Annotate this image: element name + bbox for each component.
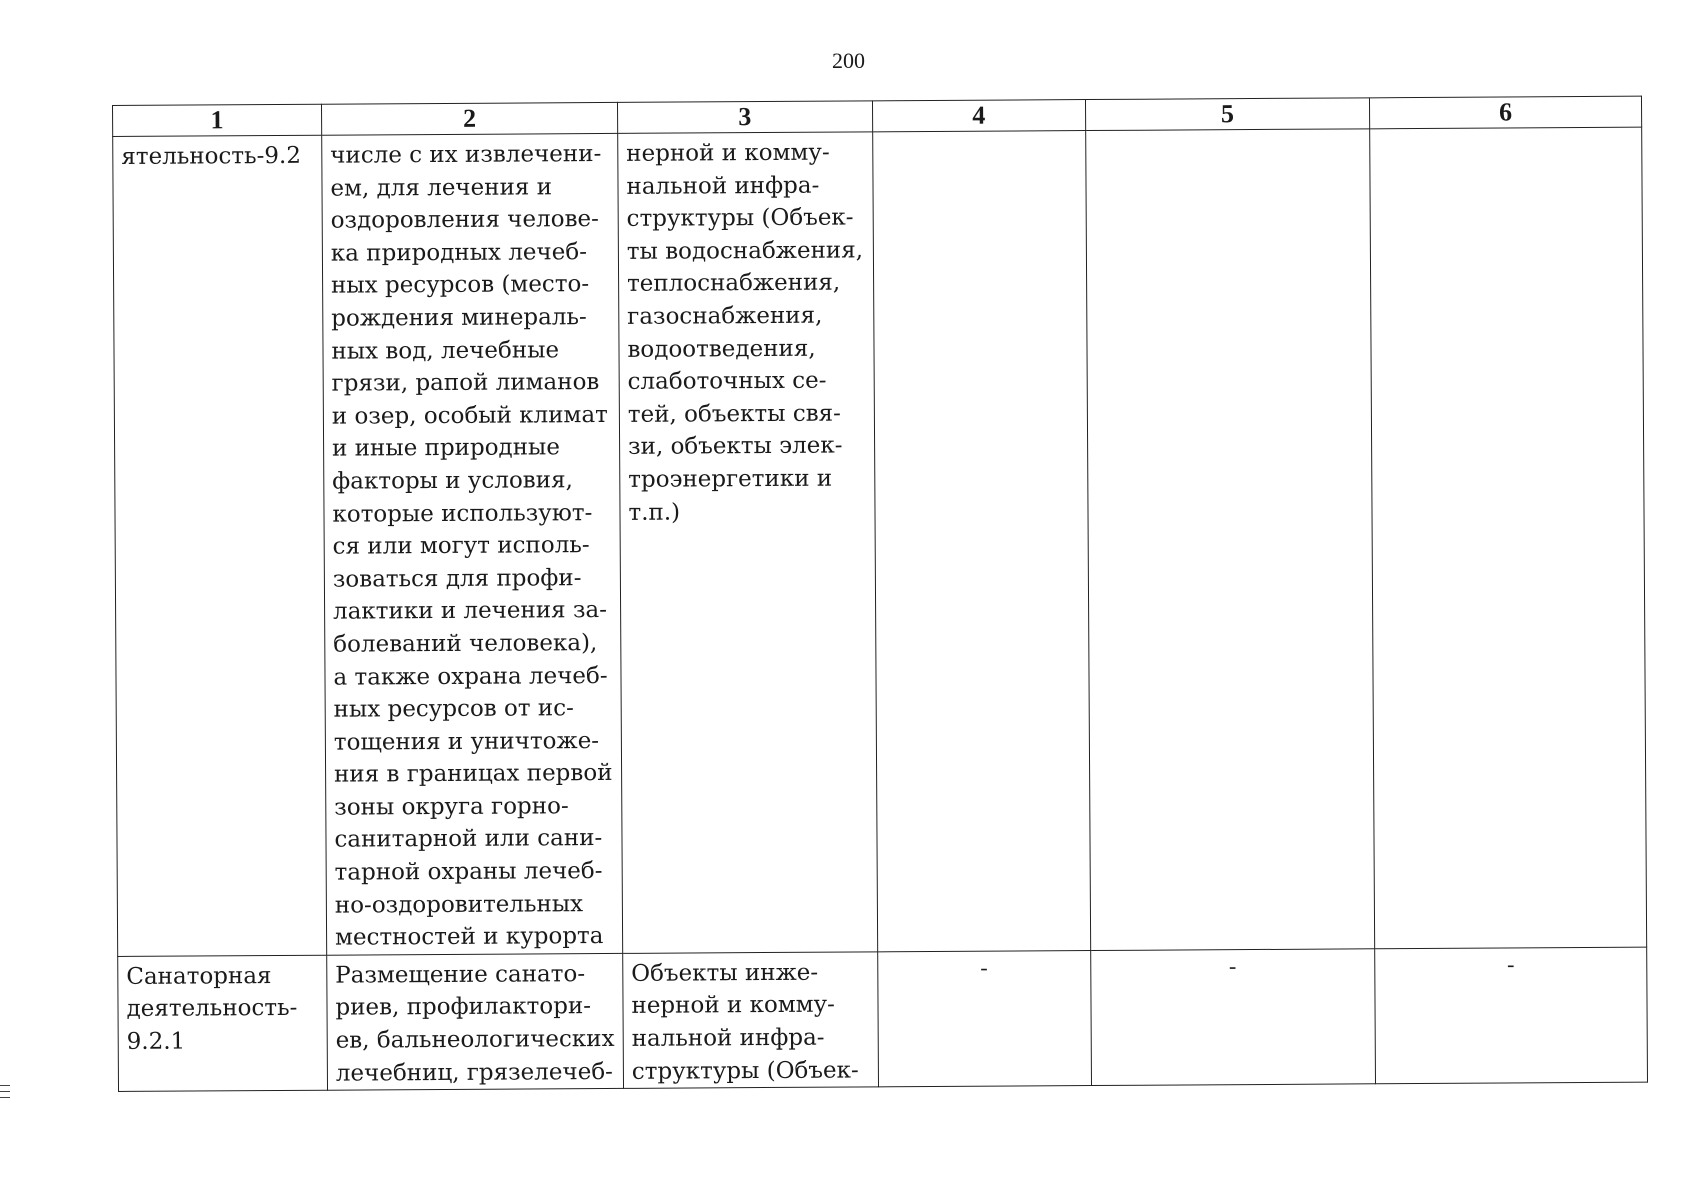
cell-text-line: теплоснабжения, — [626, 269, 841, 298]
cell-text-line: санитарной или сани- — [334, 825, 603, 854]
column-header: 5 — [1085, 98, 1369, 131]
table-row — [113, 127, 1647, 956]
cell-text-line: лактики и лечения за- — [332, 597, 608, 625]
cell-text-line: структуры (Объек- — [631, 1057, 859, 1085]
column-header: 4 — [872, 100, 1085, 132]
permitted-objects-cell — [618, 132, 878, 953]
table-cell-col5: - — [1091, 949, 1376, 1086]
cell-text-line: ных ресурсов от ис- — [333, 695, 574, 723]
cell-text-line: ев, бальнеологических — [335, 1025, 615, 1054]
page-number: 200 — [832, 48, 865, 73]
cell-text-line: нерной и комму- — [631, 992, 835, 1020]
land-use-table — [112, 96, 1648, 1093]
cell-text-line: местностей и курорта — [334, 923, 604, 951]
margin-mark — [0, 1091, 10, 1092]
table-cell-col6 — [1370, 127, 1647, 948]
cell-text-line: водоотведения, — [627, 335, 816, 363]
cell-text-line: тощения и уничтоже- — [333, 727, 600, 756]
cell-text-line: лечебниц, грязелечеб- — [335, 1058, 613, 1087]
table-cell-col4: - — [877, 950, 1091, 1087]
cell-text-line: ем, для лечения и — [330, 173, 553, 202]
use-type-description-cell — [322, 133, 623, 955]
table-cell-col4 — [872, 131, 1090, 952]
cell-text-line: болеваний человека), — [333, 629, 598, 658]
margin-mark — [0, 1097, 10, 1098]
cell-text-line: Размещение санато- — [335, 960, 586, 989]
table-cell-col5 — [1086, 129, 1375, 951]
cell-text-line: ятельность-9.2 — [121, 142, 302, 170]
cell-text-line: рождения минераль- — [331, 304, 587, 332]
cell-text-line: нерной и комму- — [626, 139, 830, 167]
cell-text-line: Санаторная — [126, 962, 272, 990]
cell-text-line: нальной инфра- — [631, 1024, 825, 1052]
margin-mark — [0, 1085, 10, 1086]
column-header: 6 — [1369, 96, 1641, 129]
cell-text-line: ты водоснабжения, — [626, 237, 864, 265]
cell-text-line: т.п.) — [628, 499, 681, 526]
cell-text-line: зоны округа горно- — [334, 793, 569, 821]
column-header: 3 — [617, 101, 872, 134]
column-header: 1 — [113, 104, 322, 136]
cell-text-line: тей, объекты свя- — [627, 400, 841, 428]
use-type-name-cell — [118, 955, 328, 1092]
cell-text-line: нальной инфра- — [626, 172, 820, 200]
table-row — [118, 947, 1648, 1092]
cell-text-line: а также охрана лечеб- — [333, 662, 608, 691]
cell-text-line: и озер, особый климат — [331, 401, 608, 430]
table-cell-col6: - — [1375, 947, 1648, 1084]
use-type-name-cell — [113, 135, 327, 956]
cell-text-line: газоснабжения, — [627, 302, 823, 330]
cell-text-line: слаботочных се- — [627, 367, 827, 396]
cell-text-line: ния в границах первой — [333, 760, 613, 788]
cell-text-line: и иные природные — [331, 434, 561, 463]
cell-text-line: числе с их извлечени- — [330, 141, 602, 169]
cell-text-line: зоваться для профи- — [332, 564, 582, 593]
cell-text-line: грязи, рапой лиманов — [331, 369, 600, 397]
cell-text-line: зи, объекты элек- — [627, 432, 843, 461]
cell-text-line: риев, профилактори- — [335, 993, 592, 1022]
cell-text-line: троэнергетики и — [628, 465, 833, 493]
cell-text-line: но-оздоровительных — [334, 890, 584, 919]
permitted-objects-cell — [623, 952, 878, 1089]
use-type-description-cell — [327, 953, 624, 1090]
cell-text-line: факторы и условия, — [332, 467, 573, 495]
cell-text-line: деятельность- — [126, 995, 298, 1023]
cell-text-line: Объекты инже- — [631, 959, 819, 987]
cell-text-line: 9.2.1 — [126, 1028, 186, 1055]
cell-text-line: структуры (Объек- — [626, 204, 854, 233]
cell-text-line: тарной охраны лечеб- — [334, 858, 603, 886]
cell-text-line: ся или могут исполь- — [332, 532, 590, 560]
cell-text-line: оздоровления челове- — [330, 206, 599, 234]
cell-text-line: ных ресурсов (место- — [330, 271, 590, 300]
column-header: 2 — [321, 102, 617, 135]
cell-text-line: ка природных лечеб- — [330, 238, 588, 267]
cell-text-line: ных вод, лечебные — [331, 336, 560, 365]
cell-text-line: которые используют- — [332, 499, 593, 528]
